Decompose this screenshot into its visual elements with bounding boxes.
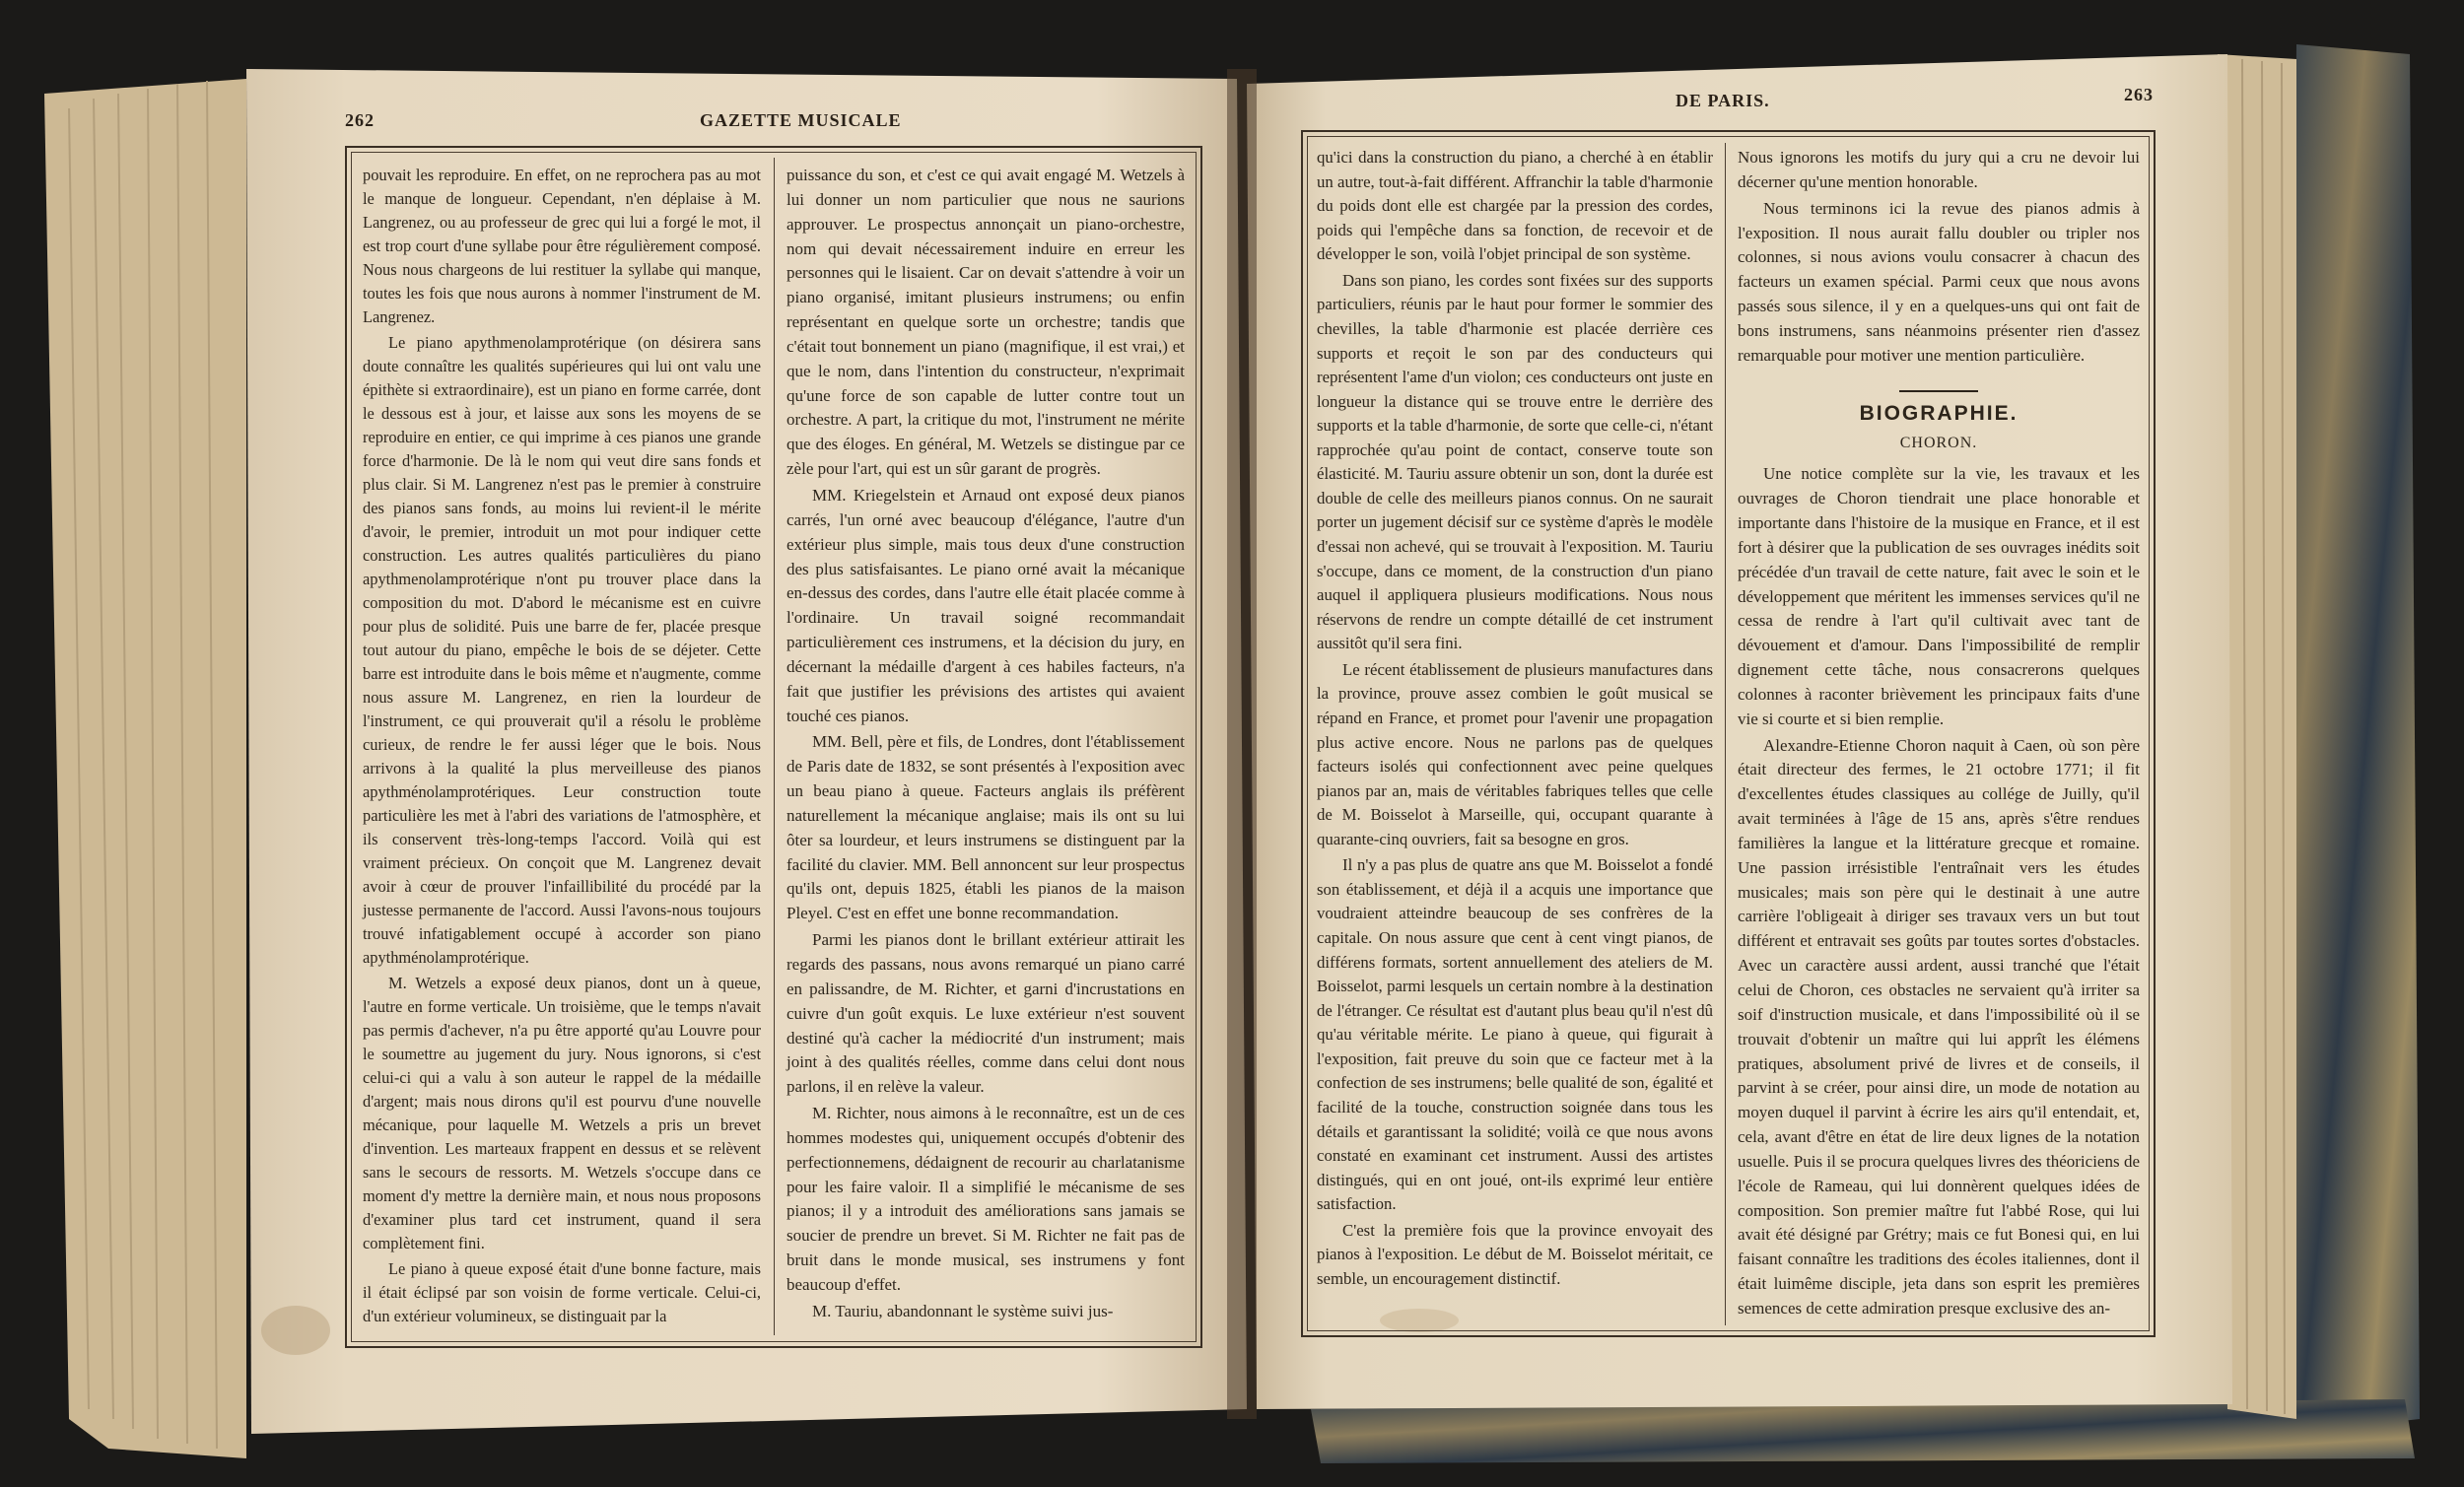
paragraph: Parmi les pianos dont le brillant extérieur attirait les regards des passans, nous avons remarqué un piano carré en palissandre, de M. Richter, et garni d'incrustations en cuivre d'un goût exquis. Le luxe extérieur n'est souvent destiné qu'à cacher la médiocrité d'un instrument; mais joint à des qualités réelles, comme dans celui dont nous parlons, il en relève la valeur. [787, 930, 1185, 1097]
paragraph: qu'ici dans la construction du piano, a cherché à en établir un autre, tout-à-fait différent. Affranchir la table d'harmonie du poids dont elle est chargée par la pression des cordes, poids qui l'empêche dans sa fonction, de recevoir et de développer le son, voilà l'objet principal de son système. [1317, 148, 1713, 264]
running-head-left: GAZETTE MUSICALE [700, 110, 902, 130]
paragraph: Une notice complète sur la vie, les travaux et les ouvrages de Choron tiendrait une place honorable et importante dans l'histoire de la musique en France, et il est fort à désirer que la publication de ses ouvrages inédits soit précédée d'un travail de cette nature, fait avec le soin et le développement que méritent les immenses services qu'il ne cessa de rendre à l'art qu'il cultivait avec tant de dévouement et d'amour. Dans l'impossibilité de remplir dignement cette tâche, nous consacrerons quelques colonnes à raconter brièvement les principaux faits d'une vie si courte et si bien remplie. [1738, 464, 2140, 728]
page-number-right: 263 [2124, 85, 2154, 104]
running-head-right: DE PARIS. [1676, 91, 1770, 110]
paragraph: M. Wetzels a exposé deux pianos, dont un à queue, l'autre en forme verticale. Un troisième, que le temps n'avait pas permis d'achever, n'a pu être apporté qu'au Louvre pour le soumettre au jugement du jury. Nous ignorons, si c'est celui-ci qui a valu à son auteur le rappel de la médaille d'argent; mais nous dirons qu'il est pourvu d'une nouvelle mécanique, pour laquelle M. Wetzels a pris un brevet d'invention. Les marteaux frappent en dessus et se relèvent sans le secours de ressorts. M. Wetzels s'occupe dans ce moment d'y mettre la dernière main, et nous nous proposons d'examiner plus tard cet instrument, quand il sera complètement fini. [363, 974, 761, 1252]
paragraph: MM. Kriegelstein et Arnaud ont exposé deux pianos carrés, l'un orné avec beaucoup d'élégance, l'autre d'un extérieur plus simple, mais tous deux d'une construction des plus satisfaisantes. Le piano orné avait la mécanique en-dessus des cordes, dans l'autre elle était placée comme à l'ordinaire. Un travail soigné recommandait particulièrement ces instrumens, et la décision du jury, en décernant la médaille d'argent à ces habiles facteurs, n'a fait que justifier les prévisions des artistes qui avaient touché ces pianos. [787, 485, 1185, 725]
paragraph: MM. Bell, père et fils, de Londres, dont l'établissement de Paris date de 1832, se sont présentés à l'exposition avec un beau piano à queue. Facteurs anglais ils préfèrent naturellement la mécanique anglaise; mais ils ont su lui ôter sa lourdeur, et leurs instrumens se distinguent par la facilité du clavier. MM. Bell annoncent sur leur prospectus qu'ils ont, depuis 1825, établi les pianos de la maison Pleyel. C'est en effet une bonne recommandation. [787, 732, 1185, 923]
left-page-column-2 [787, 164, 1185, 1324]
paragraph: Dans son piano, les cordes sont fixées sur des supports particuliers, réunis par le haut pour former le sommier des chevilles, la table d'harmonie est placée derrière ces supports et reçoit le son par des conducteurs qui représentent l'ame d'un violon; ces conducteurs ont juste en longueur la distance qui se trouve entre le derrière des supports et la table d'harmonie, de sorte que celle-ci, n'étant rapprochée qu'au point de contact, conserve toute son élasticité. M. Tauriu assure obtenir un son, dont la durée est double de celle des meilleurs pianos connus. On ne saurait porter un jugement décisif sur ce système d'après le modèle d'essai non achevé, qui se trouvait à l'exposition. M. Tauriu s'occupe, dans ce moment, de la construction d'un piano auquel il appliquera plusieurs modifications. Nous nous réservons de rendre un compte détaillé de cet instrument aussitôt qu'il sera fini. [1317, 270, 1713, 653]
paragraph: Alexandre-Etienne Choron naquit à Caen, où son père était directeur des fermes, le 21 octobre 1771; il fit d'excellentes études classiques au collége de Juilly, qu'il avait terminées à l'âge de 15 ans, après s'être rendues familières la langue et la littérature grecque et romaine. Une passion irrésistible l'entraînait vers les études musicales; mais son père qui le destinait à une autre carrière l'obligeait à diriger ses travaux vers un but tout différent et entravait ses goûts par toutes sortes d'obstacles. Avec un caractère aussi ardent, aussi tranché que l'était celui de Choron, ces obstacles ne servaient qu'à irriter sa soif d'instruction musicale, et dans l'impossibilité où il se trouvait d'obtenir un maître qui lui apprît les élémens pratiques, absolument privé de livres et de conseils, il parvint à se créer, pour ainsi dire, un mode de notation au moyen duquel il parvint à écrire les airs qu'il entendait, et, cela, avant d'être en état de lire deux lignes de la notation usuelle. Puis il se procura quelques livres des théoriciens de l'école de Rameau, qui lui donnèrent quelques idées de composition. Son premier maître fut l'abbé Rose, qui lui avait été désigné par Grétry; mais ce fut Bonesi qui, en lui faisant connaître les traditions des écoles italiennes, dont il était luimême disciple, jeta dans son esprit les premières semences de cette admiration presque exclusive des an- [1738, 735, 2140, 1318]
right-page-column-2 [1738, 146, 2140, 1321]
paragraph: M. Tauriu, abandonnant le système suivi jus- [812, 1301, 1114, 1320]
paragraph: Le piano apythmenolamprotérique (on désirera sans doute connaître les qualités supérieures qui lui ont valu une épithète si extraordinaire), est un piano en forme carrée, dont le dessous est à jour, et laisse aux sons les moyens de se reproduire en entier, ce qui imprime à ces pianos une grande force d'harmonie. De là le nom qui veut dire sans fonds et plus clair. Si M. Langrenez n'est pas le premier à construire des pianos sans fonds, au moins lui revient-il le mérite d'avoir, le premier, introduit un mot pour indiquer cette construction. Les autres qualités particulières du piano apythmenolamprotérique n'ont pu trouver place dans la composition du mot. D'abord le mécanisme est en cuivre pour plus de solidité. Puis une barre de fer, placée presque tout autour du piano, empêche le bois de se déjeter. Cette barre est introduite dans le bois même et n'augmente, comme nous assure M. Langrenez, en rien la lourdeur de l'instrument, ce qui prouverait qu'il a résolu le problème curieux, de rendre le fer aussi léger que le bois. Nous arrivons à la qualité la plus merveilleuse des pianos apythménolamprotériques. Leur construction toute particulière les met à l'abri des variations de l'atmosphère, et ils conservent très-long-temps l'accord. Voilà qui est vraiment précieux. On conçoit que M. Langrenez devait avoir à cœur de prouver l'infaillibilité du procédé par la justesse permanente de l'accord. Aussi l'avons-nous toujours trouvé infatigablement occupé à accorder son piano apythménolamprotérique. [363, 333, 761, 967]
paragraph: Le piano à queue exposé était d'une bonne facture, mais il était éclipsé par son voisin de forme verticale. Celui-ci, d'un extérieur volumineux, se distinguait par la [363, 1259, 761, 1325]
right-page-column-1 [1317, 146, 1713, 1291]
paragraph: Nous ignorons les motifs du jury qui a cru ne devoir lui décerner qu'une mention honorable. [1738, 148, 2140, 191]
paragraph: pouvait les reproduire. En effet, on ne reprochera pas au mot le manque de longueur. Cependant, n'en déplaise à M. Langrenez, ou au professeur de grec qui lui a forgé le mot, il est trop court d'une syllabe pour être régulièrement composé. Nous nous chargeons de lui restituer la syllabe qui manque, toutes les fois que nous aurons à nommer l'instrument de M. Langrenez. [363, 166, 761, 326]
article-subhead: CHORON. [1899, 435, 1978, 452]
paragraph: Il n'y a pas plus de quatre ans que M. Boisselot a fondé son établissement, et déjà il a acquis une importance que voudraient atteindre beaucoup de ses confrères de la capitale. On nous assure que cent à cent vingt pianos, de différens formats, sortent annuellement des ateliers de M. Boisselot, parmi lesquels un certain nombre à la destination de l'étranger. Ce résultat est d'autant plus beau qu'il n'est dû qu'au véritable mérite. Le piano à queue, qui figurait à l'exposition, fait preuve du soin que ce facteur met à la confection de ses instrumens; belle qualité de son, égalité et facilité de la touche, construction soignée dans tous les détails et garantissant la solidité; voilà ce que nous avons constaté en examinant cet instrument. Aussi des artistes distingués, qui en ont joué, ont-ils exprimé leur entière satisfaction. [1317, 855, 1713, 1214]
paragraph: M. Richter, nous aimons à le reconnaître, est un de ces hommes modestes qui, uniquement occupés d'obtenir des perfectionnemens, dédaignent de recourir au charlatanisme pour les faire valoir. Il a simplifié le mécanisme de ses pianos; il y a introduit des améliorations sans jamais se soucier de prendre un brevet. Si M. Richter ne fait pas de bruit dans le monde musical, ses instrumens y font beaucoup d'effet. [787, 1104, 1185, 1294]
page-number-left: 262 [345, 110, 375, 130]
left-page-column-1 [363, 164, 761, 1328]
right-column-rule [1725, 143, 1726, 1325]
section-title: BIOGRAPHIE. [1859, 401, 2019, 425]
paragraph: C'est la première fois que la province envoyait des pianos à l'exposition. Le début de M. Boisselot méritait, ce semble, un encouragement distinctif. [1317, 1220, 1713, 1288]
paragraph: Le récent établissement de plusieurs manufactures dans la province, prouve assez combien le goût musical se répand en France, et promet pour l'avenir une propagation plus active encore. Nous ne parlons pas de quelques facteurs isolés qui confectionnent avec peine quelques pianos par an, mais de véritables fabriques telles que celle de M. Boisselot à Marseille, qui, occupant quarante à quarante-cinq ouvriers, fait sa besogne en gros. [1317, 659, 1713, 848]
paragraph: Nous terminons ici la revue des pianos admis à l'exposition. Il nous aurait fallu doubler ou tripler nos colonnes, si nous avions voulu consacrer à chacun des facteurs un examen spécial. Parmi ceux que nous avons passés sous silence, il y en a quelques-uns qui ont fait de bons instrumens, sans néanmoins présenter rien d'assez remarquable pour motiver une mention particulière. [1738, 198, 2140, 365]
paragraph: puissance du son, et c'est ce qui avait engagé M. Wetzels à lui donner un nom particulier que nous ne saurions approuver. Le prospectus annonçait un piano-orchestre, nom qui devait nécessairement induire en erreur les personnes qui le lisaient. Car on devait s'attendre à voir un piano organisé, imitant plusieurs instrumens; ou enfin représentant en quelque sorte un orchestre; tandis que c'était tout bonnement un piano (magnifique, il est vrai,) et que le nom, dans l'intention du constructeur, n'exprimait qu'une force de son capable de lutter contre tout un orchestre. A part, la critique du mot, l'instrument ne mérite que des éloges. En général, M. Wetzels se distingue par ce zèle pour l'art, qui est un sûr garant de progrès. [787, 166, 1185, 479]
left-column-rule [774, 158, 775, 1335]
section-divider [1899, 390, 1978, 392]
